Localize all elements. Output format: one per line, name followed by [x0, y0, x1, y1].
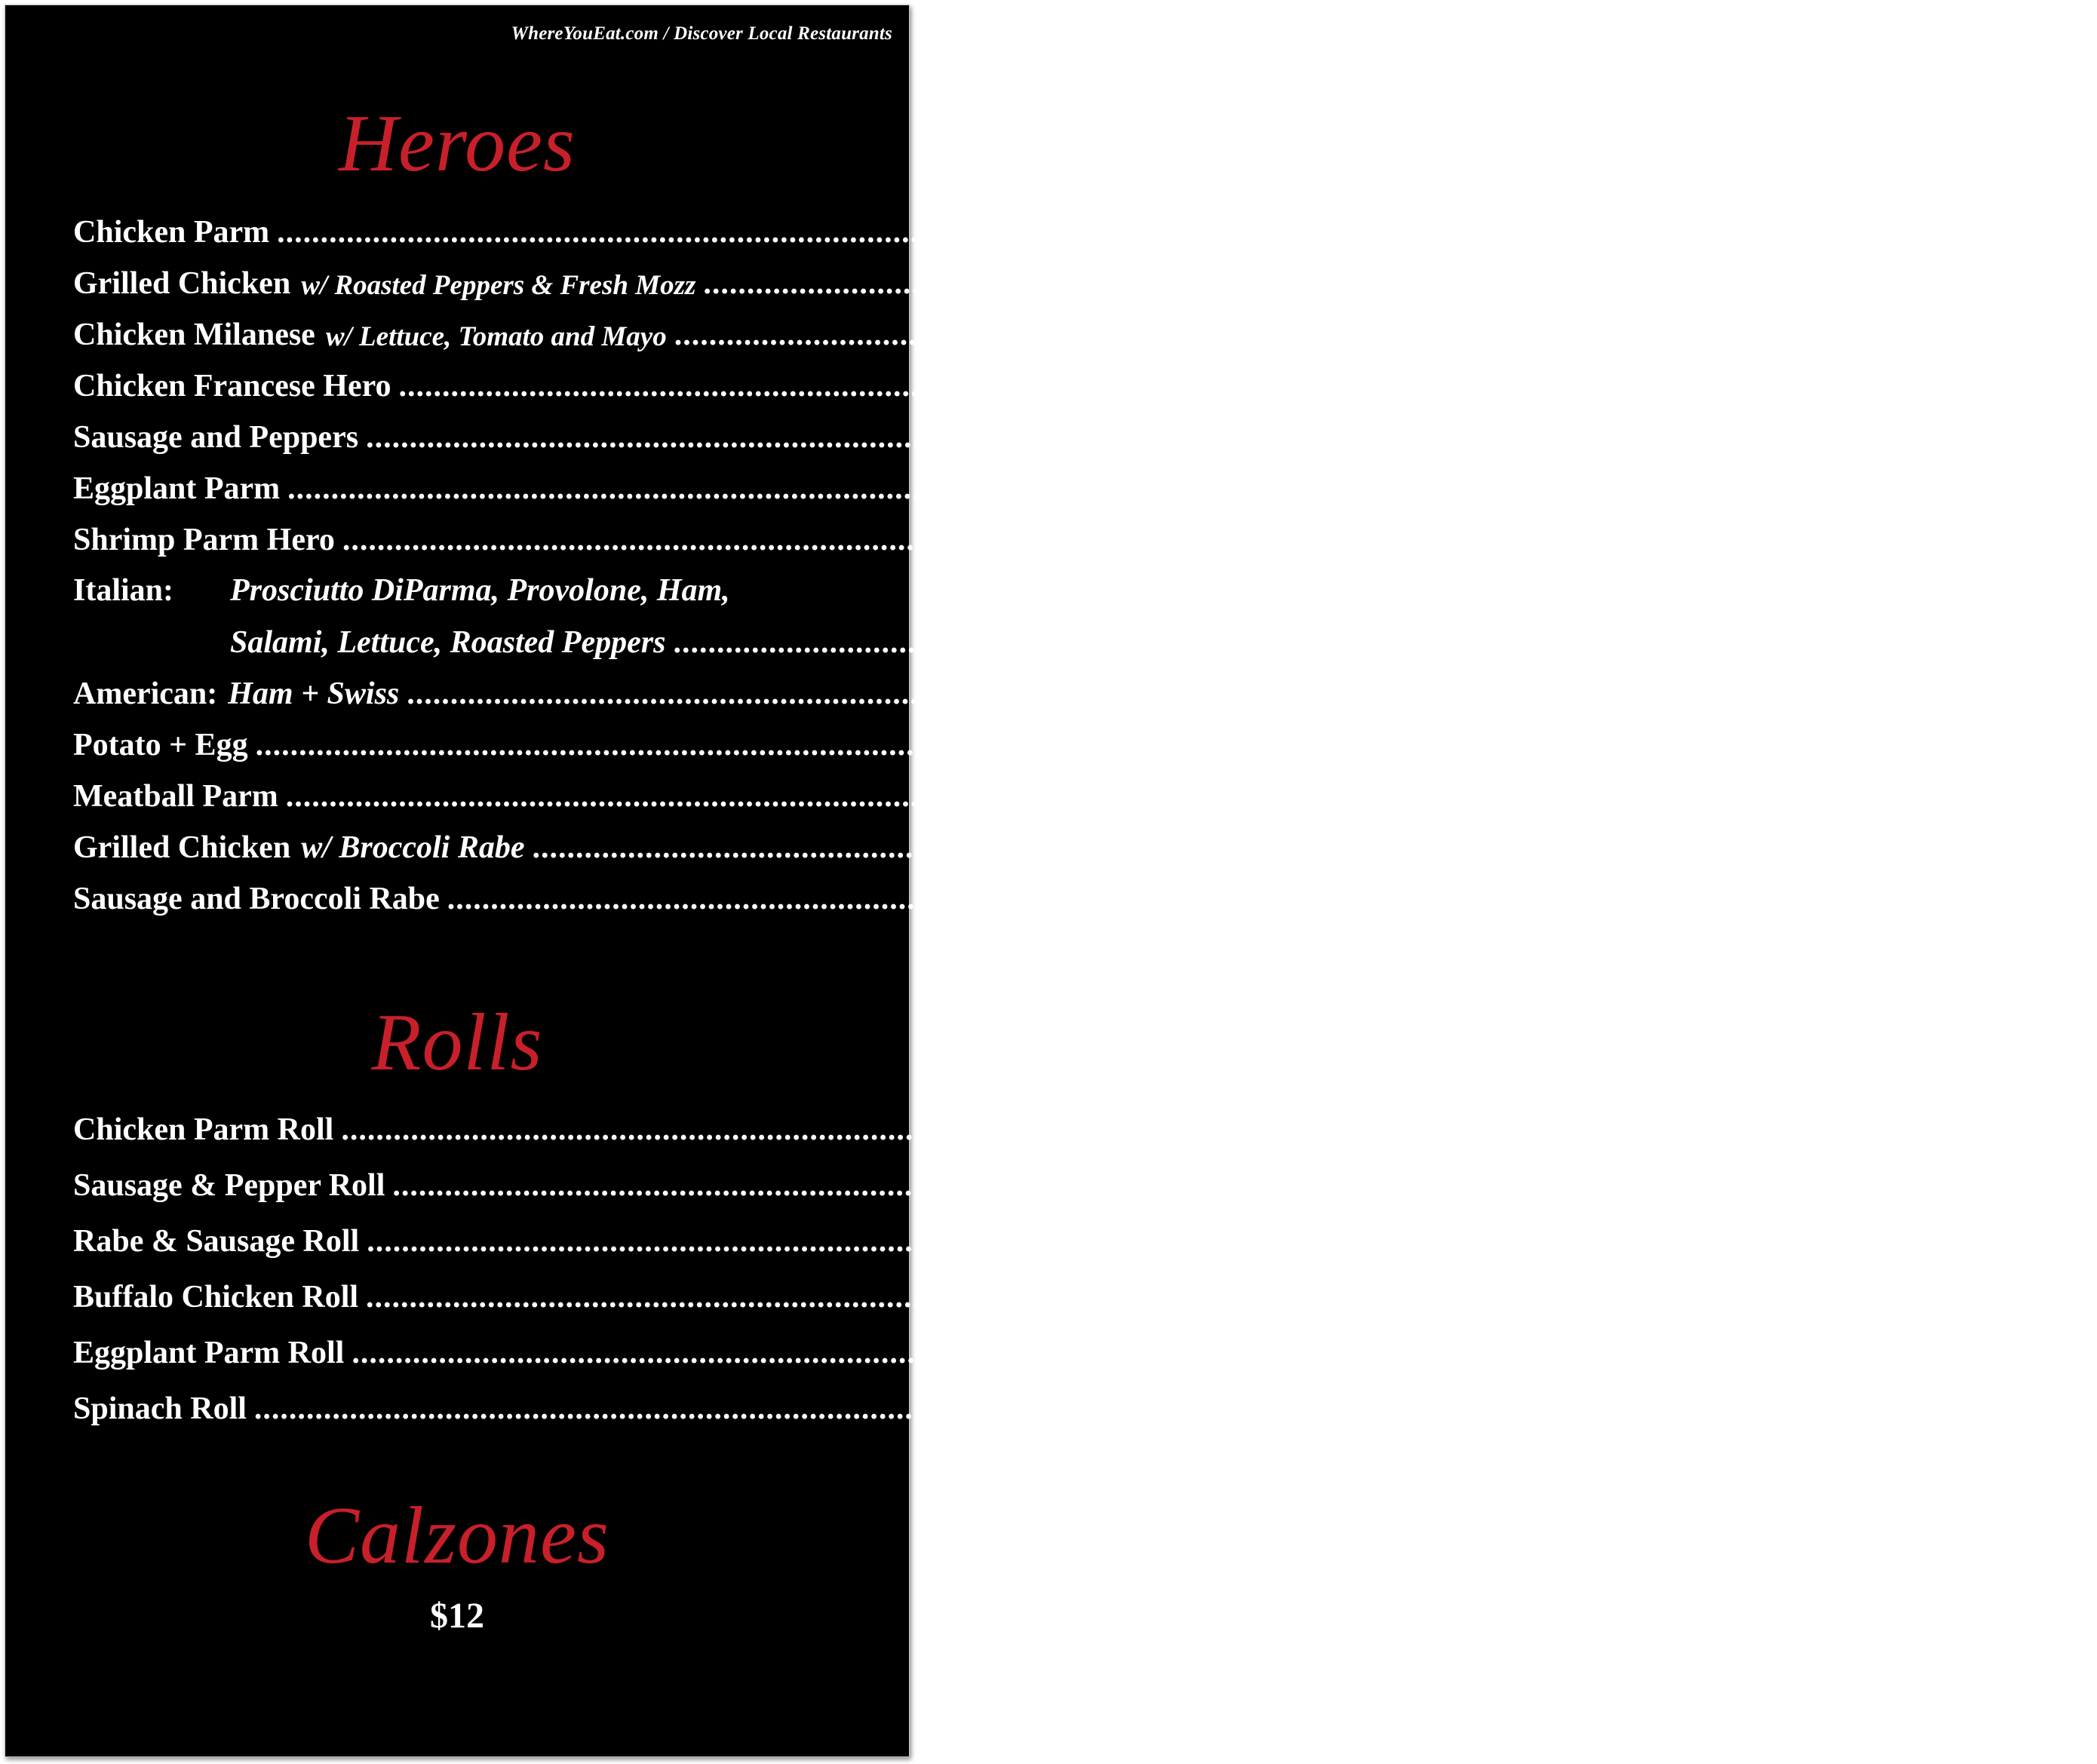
item-price: $13	[1712, 420, 1761, 455]
item-price: $12	[1634, 471, 1682, 506]
dot-leader: ..........................................................................................................................................................	[703, 266, 2040, 301]
menu-item	[73, 305, 2068, 352]
item-name: Chicken Parm Roll	[73, 1112, 334, 1147]
dot-leader: ..........................................................................................................................................................	[366, 1280, 1702, 1315]
item-name: Chicken Milanese	[73, 318, 315, 352]
item-description: w/ Broccoli Rabe	[301, 830, 525, 865]
item-name: American:	[73, 676, 218, 711]
menu-item-italian	[230, 613, 2068, 660]
menu-item	[73, 1100, 1736, 1147]
calzones-heading: Calzones	[304, 1491, 610, 1581]
dot-leader: ..........................................................................................................................................................	[341, 1112, 1678, 1147]
menu-item	[73, 716, 1648, 762]
menu-item	[73, 1268, 1761, 1315]
menu-item	[73, 1379, 1647, 1426]
dot-leader: ..........................................................................................................................................................	[407, 676, 1743, 711]
item-price: $12	[1687, 1112, 1736, 1147]
item-name: Chicken Parm	[73, 215, 270, 250]
item-price: $19	[1745, 369, 1793, 403]
item-price: $15	[1688, 523, 1736, 557]
dot-leader: ..........................................................................................................................................................	[447, 882, 1783, 916]
item-price: $14	[1623, 215, 1672, 250]
menu-item	[73, 357, 1793, 403]
item-description: w/ Roasted Peppers & Fresh Mozz	[301, 270, 696, 301]
dot-leader: ..........................................................................................................................................................	[532, 830, 1868, 865]
item-price: $11	[1698, 1336, 1745, 1370]
item-name: Sausage and Peppers	[73, 420, 359, 455]
dot-leader: ..........................................................................................................................................................	[367, 1224, 1703, 1259]
dot-leader: ..........................................................................................................................................................	[392, 1168, 1729, 1203]
item-name: Grilled Chicken	[73, 830, 291, 865]
calzones-price: $12	[430, 1596, 484, 1636]
menu-item	[73, 818, 1927, 865]
item-price: $12	[1739, 1168, 1787, 1203]
item-price: $18	[1878, 830, 1927, 865]
item-price: $15	[2019, 625, 2068, 660]
item-name: Potato + Egg	[73, 728, 248, 762]
menu-item	[73, 1156, 1787, 1203]
dot-leader: ..........................................................................................................................................................	[366, 420, 1702, 455]
dot-leader: ..........................................................................................................................................................	[253, 1391, 1590, 1426]
item-name: Chicken Francese Hero	[73, 369, 391, 403]
item-name: Rabe & Sausage Roll	[73, 1224, 360, 1259]
menu-item	[73, 408, 1761, 455]
dot-leader: ..........................................................................................................................................................	[673, 625, 2009, 660]
item-name: Eggplant Parm	[73, 471, 281, 506]
item-name: Grilled Chicken	[73, 266, 291, 301]
item-name: Spinach Roll	[73, 1391, 247, 1426]
menu-item	[73, 459, 1682, 506]
item-price: $13	[1712, 1280, 1761, 1315]
italian-description-line2: Salami, Lettuce, Roasted Peppers	[230, 625, 666, 660]
menu-item	[73, 870, 1841, 916]
item-price: $13	[2020, 318, 2068, 352]
dot-leader: ..........................................................................................................................................................	[285, 779, 1622, 814]
heroes-heading: Heroes	[339, 99, 576, 189]
dot-leader: ..........................................................................................................................................................	[342, 523, 1678, 557]
dot-leader: ..........................................................................................................................................................	[674, 318, 2010, 352]
item-price: $14	[2049, 266, 2097, 301]
item-price: $14	[1713, 1224, 1761, 1259]
site-credit: WhereYouEat.com / Discover Local Restaurants	[511, 23, 892, 44]
item-description: Ham + Swiss	[228, 676, 400, 711]
item-name: Shrimp Parm Hero	[73, 523, 335, 557]
menu-board	[5, 5, 2097, 1757]
menu-item	[73, 254, 2097, 301]
item-name: Sausage & Pepper Roll	[73, 1168, 385, 1203]
item-description: w/ Lettuce, Tomato and Mayo	[325, 321, 667, 352]
menu-item	[73, 664, 1801, 711]
menu-item	[73, 1212, 1761, 1259]
dot-leader: ..........................................................................................................................................................	[277, 215, 1613, 250]
dot-leader: ..........................................................................................................................................................	[287, 471, 1624, 506]
rolls-heading: Rolls	[371, 998, 543, 1088]
item-name: Buffalo Chicken Roll	[73, 1280, 359, 1315]
dot-leader: ..........................................................................................................................................................	[255, 728, 1592, 762]
menu-item	[73, 511, 1736, 557]
italian-description-line1: Prosciutto DiParma, Provolone, Ham,	[230, 573, 730, 608]
item-name: Meatball Parm	[73, 779, 278, 814]
item-price: $18	[1793, 882, 1841, 916]
italian-label: Italian:	[73, 573, 174, 608]
item-name: Sausage and Broccoli Rabe	[73, 882, 440, 916]
dot-leader: ..........................................................................................................................................................	[352, 1336, 1688, 1370]
item-price: $11	[1600, 1391, 1647, 1426]
item-price: $15	[1753, 676, 1801, 711]
menu-item	[73, 203, 1672, 250]
item-price: $11	[1632, 779, 1678, 814]
menu-item	[73, 767, 1678, 814]
item-price: $11	[1601, 728, 1648, 762]
dot-leader: ..........................................................................................................................................................	[398, 369, 1735, 403]
item-name: Eggplant Parm Roll	[73, 1336, 345, 1370]
menu-item	[73, 1324, 1745, 1370]
